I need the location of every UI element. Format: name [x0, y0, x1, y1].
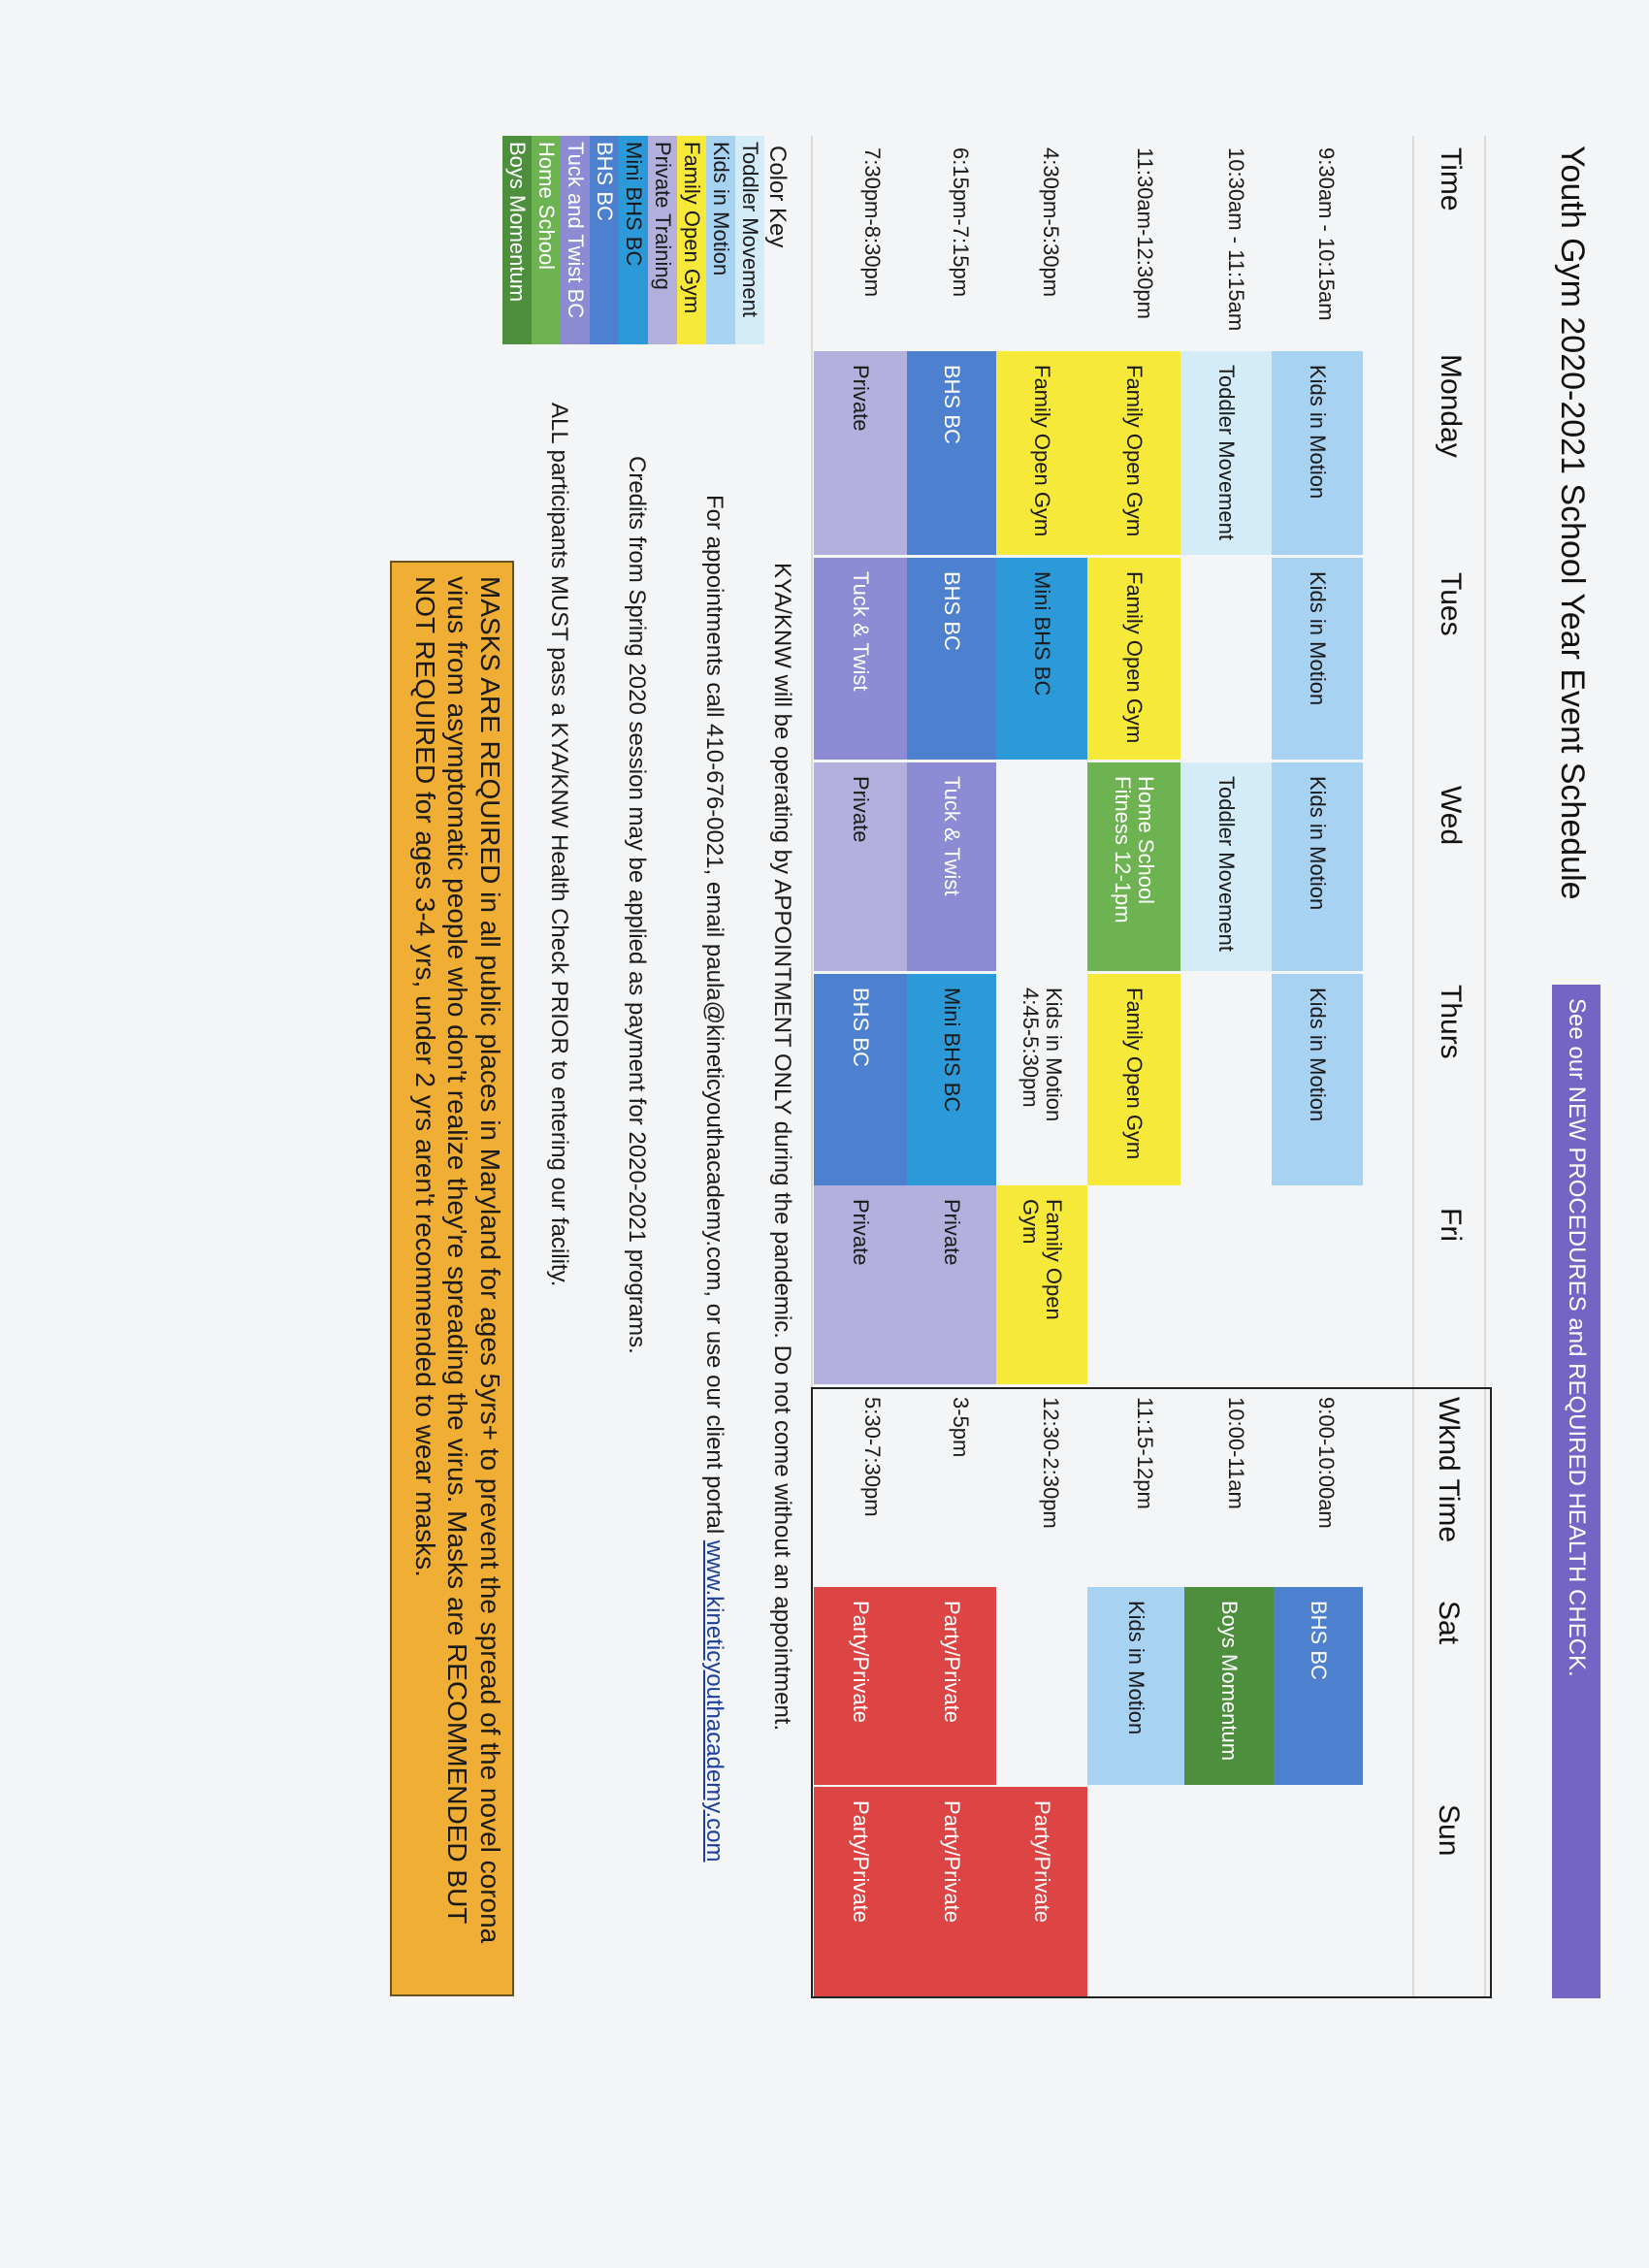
session-thu-row-5: BHS BC	[814, 974, 907, 1185]
time-row-2: 11:30am-12:30pm	[1133, 147, 1157, 319]
color-key-mini-bhs-bc: Mini BHS BC	[619, 136, 648, 344]
session-sun-row-4: Party/Private	[907, 1787, 996, 1996]
header-monday: Monday	[1435, 354, 1467, 458]
session-mon-row-3: Family Open Gym	[996, 351, 1087, 555]
session-sat-row-1: Boys Momentum	[1184, 1587, 1274, 1785]
note-health-check: ALL participants MUST pass a KYA/KNW Health Check PRIOR to entering our facility.	[546, 403, 572, 1287]
note-credits: Credits from Spring 2020 session may be applied as payment for 2020-2021 programs.	[624, 456, 650, 1354]
session-wed-row-1: Toddler Movement	[1180, 762, 1272, 971]
session-thu-row-4: Mini BHS BC	[907, 974, 996, 1185]
session-sat-row-4: Party/Private	[907, 1587, 996, 1785]
session-fri-row-3: Family Open Gym	[996, 1185, 1087, 1384]
session-sun-row-5: Party/Private	[814, 1787, 907, 1996]
color-key-bhs-bc: BHS BC	[590, 136, 619, 344]
session-mon-row-2: Family Open Gym	[1087, 351, 1180, 555]
procedures-banner[interactable]: See our NEW PROCEDURES and REQUIRED HEALTH CHECK.	[1552, 985, 1600, 1998]
time-row-0: 9:30am - 10:15am	[1314, 147, 1339, 321]
time-row-5: 7:30pm-8:30pm	[860, 147, 885, 298]
session-thu-row-0: Kids in Motion	[1272, 974, 1363, 1185]
session-wed-row-4: Tuck & Twist	[907, 762, 996, 971]
session-tue-row-5: Tuck & Twist	[814, 558, 907, 760]
session-sat-row-0: BHS BC	[1274, 1587, 1363, 1785]
time-row-1: 10:30am - 11:15am	[1224, 147, 1248, 332]
session-tue-row-2: Family Open Gym	[1087, 558, 1180, 760]
wknd-time-row-5: 5:30-7:30pm	[860, 1397, 885, 1517]
session-tue-row-0: Kids in Motion	[1272, 558, 1363, 760]
session-thu-row-2: Family Open Gym	[1087, 974, 1180, 1185]
note-appointment-only: KYA/KNW will be operating by APPOINTMENT ONLY during the pandemic. Do not come without an appointment.	[769, 563, 795, 1732]
header-sat: Sat	[1433, 1601, 1465, 1645]
header-thurs: Thurs	[1435, 985, 1467, 1059]
client-portal-link[interactable]: www.kineticyouthacademy.com	[701, 1539, 728, 1863]
session-mon-row-0: Kids in Motion	[1272, 351, 1363, 555]
header-time: Time	[1435, 147, 1467, 211]
header-tues: Tues	[1435, 572, 1467, 636]
header-sun: Sun	[1433, 1804, 1465, 1857]
session-thu-row-3: Kids in Motion 4:45-5:30pm	[1018, 988, 1067, 1122]
color-key-label: Color Key	[764, 146, 791, 248]
color-key-private-training: Private Training	[648, 136, 677, 344]
wknd-time-row-3: 12:30-2:30pm	[1039, 1397, 1063, 1529]
session-mon-row-4: BHS BC	[907, 351, 996, 555]
color-key-boys-momentum: Boys Momentum	[502, 136, 532, 344]
session-wed-row-0: Kids in Motion	[1272, 762, 1363, 971]
session-wed-row-5: Private	[814, 762, 907, 971]
session-wed-row-2: Home School Fitness 12-1pm	[1087, 762, 1180, 971]
wknd-time-row-2: 11:15-12pm	[1133, 1397, 1157, 1509]
session-sat-row-5: Party/Private	[814, 1587, 907, 1785]
session-tue-row-4: BHS BC	[907, 558, 996, 760]
session-sat-row-2: Kids in Motion	[1087, 1587, 1184, 1785]
wknd-time-row-0: 9:00-10:00am	[1314, 1397, 1339, 1529]
header-fri: Fri	[1435, 1208, 1467, 1242]
session-mon-row-1: Toddler Movement	[1180, 351, 1272, 555]
wknd-time-row-1: 10:00-11am	[1224, 1397, 1248, 1509]
note-contact-text: For appointments call 410-676-0021, email paula@kineticyouthacademy.com, or use our client portal	[701, 495, 728, 1535]
page-title: Youth Gym 2020-2021 School Year Event Schedule	[1554, 146, 1591, 900]
session-sun-row-3: Party/Private	[996, 1787, 1087, 1996]
note-contact	[700, 495, 728, 1863]
session-mon-row-5: Private	[814, 351, 907, 555]
wknd-time-row-4: 3-5pm	[949, 1397, 973, 1458]
session-tue-row-3: Mini BHS BC	[996, 558, 1087, 760]
time-row-3: 4:30pm-5:30pm	[1039, 147, 1063, 298]
session-fri-row-5: Private	[814, 1185, 907, 1384]
header-wed: Wed	[1435, 786, 1467, 846]
time-row-4: 6:15pm-7:15pm	[949, 147, 973, 298]
color-key-tuck-and-twist-bc: Tuck and Twist BC	[561, 136, 590, 344]
color-key-toddler-movement: Toddler Movement	[735, 136, 764, 344]
masks-required-notice: MASKS ARE REQUIRED in all public places in Maryland for ages 5yrs+ to prevent the spread of the novel corona virus from asymptomatic people who don't realize they're spreading the virus. Masks are RECOMMENDED BUT NOT REQUIRED for ages 3-4 yrs, under 2 yrs aren't recommended to wear masks.	[390, 561, 514, 1996]
header-wknd-time: Wknd Time	[1433, 1397, 1465, 1543]
session-fri-row-4: Private	[907, 1185, 996, 1384]
color-key-kids-in-motion: Kids in Motion	[706, 136, 735, 344]
color-key-home-school: Home School	[532, 136, 561, 344]
color-key-family-open-gym: Family Open Gym	[677, 136, 706, 344]
